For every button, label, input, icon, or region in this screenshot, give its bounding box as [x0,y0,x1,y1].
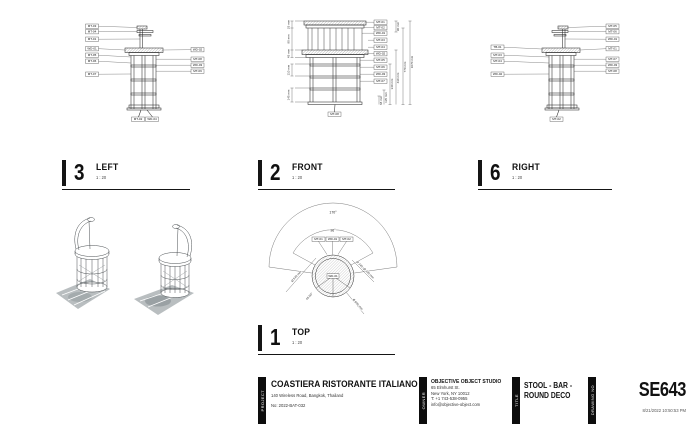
stool-perspective-1 [56,218,110,310]
perspective-sketches [50,205,220,320]
owner-phone: T: +1 743-538-0955 [431,396,468,402]
project-bar [258,377,266,424]
owner-name: OBJECTIVE OBJECT STUDIO [431,379,502,385]
callout-label: MT-06 [376,65,385,70]
drawing-no-bar-label: DRAWING NO [589,385,595,416]
callout-label: MT-06 [608,29,617,34]
top-view-angle-labels [329,211,337,233]
dimension-label: 135 mm [384,92,388,103]
right-view-drawing [490,17,620,122]
callout-label: MT-01 [608,46,617,51]
dimension-label: 770 mm [403,61,407,73]
callout-label: MT-05 [87,53,97,58]
left-view-drawing [85,17,215,122]
project-address: 140 Wireless Road, Bangkok, Thailand [271,392,344,398]
view-number: 1 [269,324,280,350]
view-number: 3 [73,159,84,185]
left-view-linework [125,26,163,117]
callout-label: WD-01 [327,237,338,242]
view-title-top [258,325,395,355]
view-title-front [258,160,395,190]
callout-label: TB-01 [493,45,502,50]
callout-label: MT-08 [608,69,617,74]
dimension-label: 90 mm [396,21,400,32]
stool-perspective-2 [134,225,194,316]
callout-label: WD-04 [147,117,157,122]
project-name: COASTIERA RISTORANTE ITALIANO [271,379,418,390]
dimension-label: 430 mm [396,72,400,84]
callout-label: WD-01 [375,31,386,36]
view-label: FRONT [292,162,324,173]
owner-address-line: 65 Elmhurst St. [431,385,460,390]
sheet-title-line: STOOL - BAR - [524,381,573,390]
callout-label: WD-01 [607,37,618,42]
dimension-label: Ø 340 mm [355,259,369,273]
owner-info [431,379,516,407]
callout-label: MT-02 [342,237,351,242]
dimension-label: 25 mm [286,19,291,30]
drawing-no-bar [588,377,596,424]
view-label: RIGHT [512,162,541,173]
callout-label: MT-02 [376,25,385,30]
callout-label: MT-03 [493,53,502,58]
view-title-left [62,160,190,190]
angle-label: 170° [329,210,337,215]
dimension-label: 90 mm [286,34,291,44]
view-title-bar [258,160,262,186]
callout-label: MT-01 [314,237,323,242]
sheet-title-line: ROUND DECO [524,390,571,400]
drawing-number: SE643 [638,379,686,401]
callout-label: MT-05 [608,24,617,29]
project-info [271,379,416,408]
dimension-label: Ø 600 mm [351,297,364,311]
view-scale: 1 : 20 [96,174,107,180]
callout-label: WD-03 [607,63,618,68]
view-scale: 1 : 20 [292,174,303,180]
callout-label: MT-07 [87,72,97,77]
callout-label: MT-01 [376,20,385,25]
drawing-no-info [598,379,686,413]
print-timestamp: 8/21/2022 10:50:53 PM [642,408,686,413]
callout-label: MT-03 [87,24,97,29]
view-title-bar [478,160,482,186]
callout-label: WD-01 [87,46,97,51]
dimension-label: Ø 320 mm [362,266,376,280]
callout-label: MT-07 [376,79,385,84]
callout-label: MT-01 [87,37,97,42]
right-view-callouts [491,24,619,121]
owner-address-line: New York, NY 10012 [431,390,470,396]
callout-label: MT-04 [376,45,385,50]
callout-label: MT-09 [193,69,202,74]
view-label: LEFT [96,162,119,173]
dimension-label: 340 mm [390,78,394,90]
callout-label: MT-03 [376,38,385,43]
callout-label: MT-04 [493,59,502,64]
front-view-drawing [262,12,417,122]
title-bar-label: TITLE [513,394,519,407]
callout-label: WD-02 [492,72,503,77]
callout-label: MT-07 [608,57,617,62]
view-title-bar [62,160,66,186]
view-number: 6 [489,159,500,185]
callout-label: MT-08 [330,112,339,117]
dimension-label: 45.00° [304,291,314,301]
dimension-label: 45 mm [286,48,291,59]
front-view-dim-labels [287,19,415,105]
title-bar [512,377,520,424]
view-scale: 1 : 20 [512,174,523,180]
view-title-right [478,160,612,190]
view-title-bar [258,325,262,351]
front-view-dim-lines [291,21,412,105]
top-view-drawing [258,194,408,324]
front-view-linework [302,21,368,112]
callout-label: MT-04 [87,29,97,34]
dimension-label: 68 mm [379,95,383,106]
dimension-label: Ø 540 mm [290,269,303,283]
callout-label: MT-02 [133,117,143,122]
owner-email: info@objective-object.com [431,401,481,407]
callout-label: WD-01 [328,274,338,278]
callout-label: MT-02 [552,117,561,122]
dimension-label: 110 mm [286,64,291,76]
project-bar-label: PROJECT [259,389,265,412]
view-label: TOP [292,327,311,338]
sheet-title [524,381,584,400]
dimension-label: 1070 mm [410,55,414,69]
owner-bar [419,377,427,424]
callout-label: WD-02 [192,47,203,52]
callout-label: WD-03 [192,63,203,68]
callout-label: MT-08 [193,57,202,62]
callout-label: MT-05 [376,58,385,63]
view-number: 2 [269,159,280,185]
owner-bar-label: OWNER [420,391,426,410]
callout-label: WD-02 [375,51,386,56]
callout-label: MT-06 [87,59,97,64]
dimension-label: 145 mm [286,89,291,101]
project-number: No: 2022-BAT-032 [271,402,306,408]
right-view-linework [542,26,580,117]
angle-label: 96° [330,228,336,233]
callout-label: WD-03 [375,72,386,77]
view-scale: 1 : 20 [292,339,303,345]
